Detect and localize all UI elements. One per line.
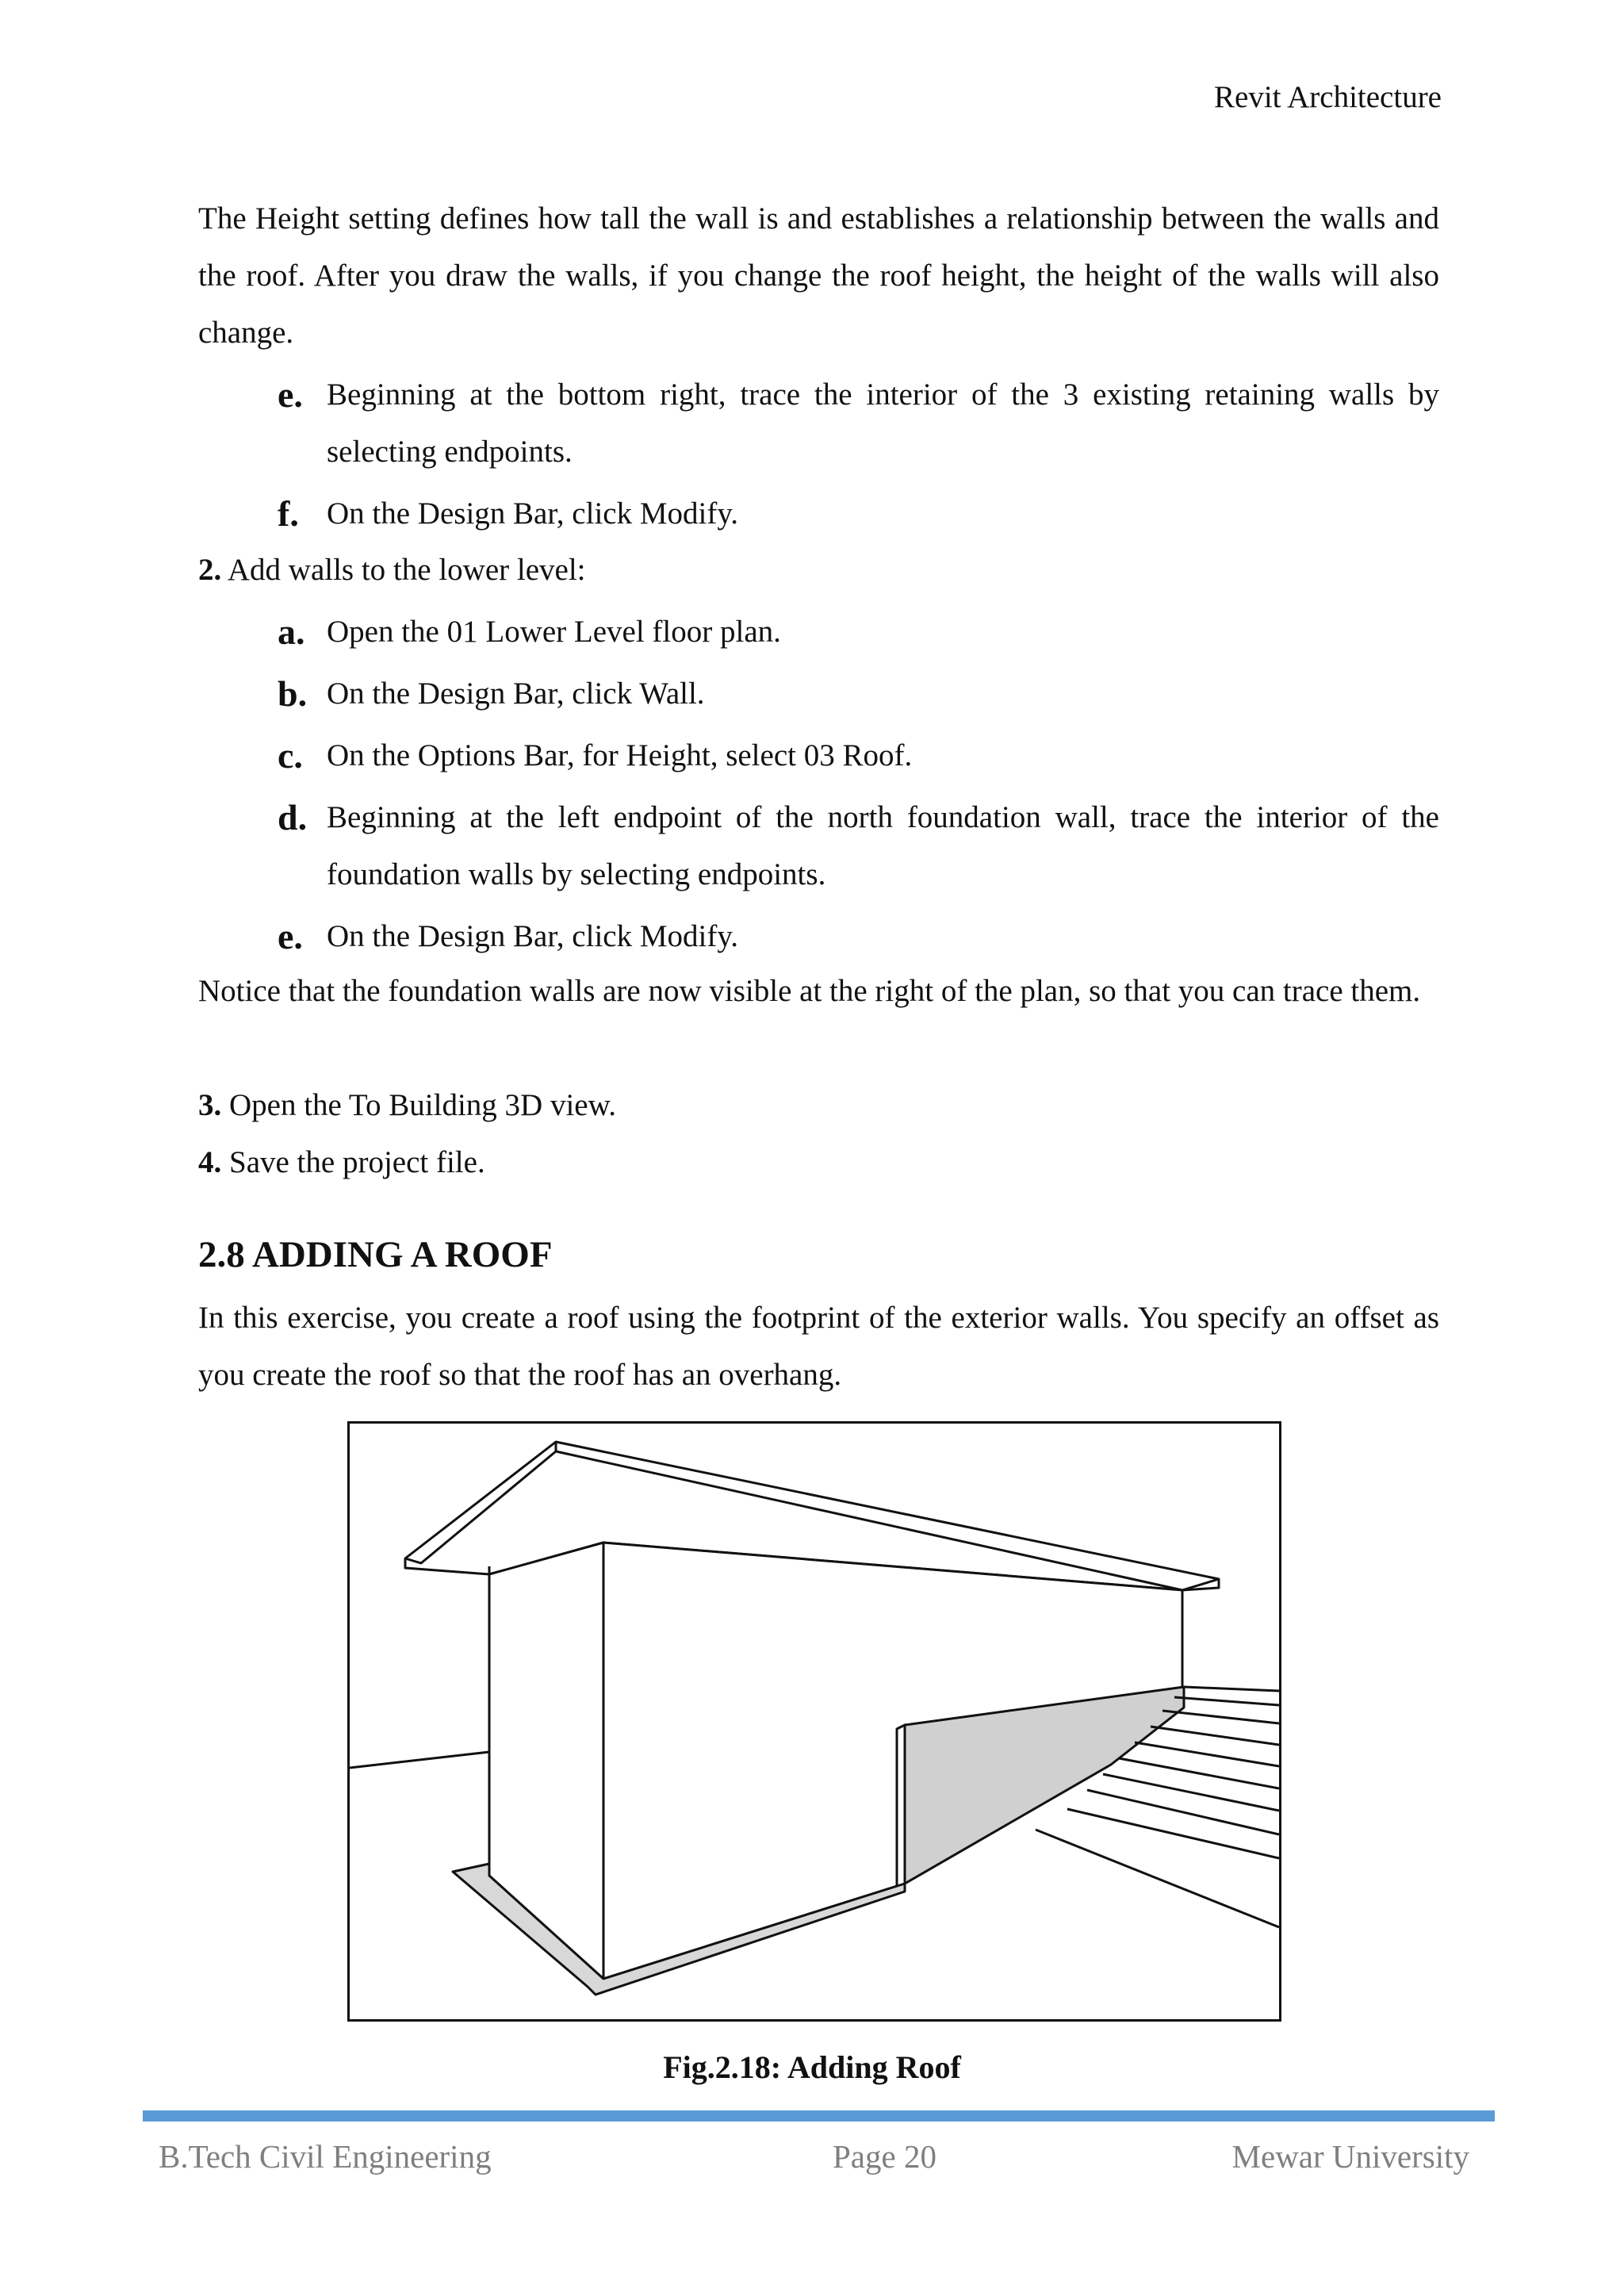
stair-line bbox=[1174, 1697, 1279, 1705]
footer-page-number: Page 20 bbox=[833, 2138, 936, 2175]
stair-line bbox=[1087, 1790, 1279, 1834]
list-item bbox=[278, 604, 1439, 661]
list-item bbox=[278, 789, 1439, 903]
step-text: Add walls to the lower level: bbox=[227, 553, 586, 587]
footer-left: B.Tech Civil Engineering bbox=[159, 2138, 492, 2175]
list-item bbox=[278, 908, 1439, 965]
list-item-letter: f. bbox=[278, 493, 299, 534]
notice-paragraph: Notice that the foundation walls are now visible at the right of the plan, so that you can trace them. bbox=[198, 974, 1421, 1008]
section-paragraph: In this exercise, you create a roof using the footprint of the exterior walls. You specify an offset as you create the roof so that the roof has an overhang. bbox=[198, 1301, 1439, 1392]
figure-roof-illustration bbox=[347, 1421, 1281, 2022]
list-item-text: On the Design Bar, click Modify. bbox=[327, 919, 739, 953]
list-item-text: Beginning at the left endpoint of the north foundation wall, trace the interior of the foundation walls by selecting endpoints. bbox=[327, 800, 1439, 891]
list-item-text: On the Design Bar, click Modify. bbox=[327, 496, 739, 531]
retaining-wall-edge bbox=[897, 1725, 905, 1888]
list-item-text: On the Design Bar, click Wall. bbox=[327, 677, 705, 711]
list-item-letter: c. bbox=[278, 735, 303, 776]
step-number: 3. bbox=[198, 1088, 222, 1122]
roof-line-drawing bbox=[350, 1424, 1279, 2019]
ground-line bbox=[350, 1752, 489, 1768]
list-item-letter: d. bbox=[278, 797, 308, 838]
figure-caption: Fig.2.18: Adding Roof bbox=[663, 2049, 961, 2085]
stair-line bbox=[1135, 1742, 1279, 1766]
list-item-letter: e. bbox=[278, 916, 303, 956]
step-number: 4. bbox=[198, 1145, 222, 1179]
list-item bbox=[278, 665, 1439, 723]
step-text: Open the To Building 3D view. bbox=[229, 1088, 616, 1122]
list-item bbox=[278, 485, 1439, 542]
list-item bbox=[278, 366, 1439, 481]
intro-paragraph: The Height setting defines how tall the wall is and establishes a relationship between the walls and the roof. After you draw the walls, if you change the roof height, the height of the walls will also change. bbox=[198, 201, 1439, 350]
stair-line bbox=[1162, 1711, 1279, 1723]
list-item-letter: e. bbox=[278, 374, 303, 415]
stair-line bbox=[1151, 1727, 1279, 1745]
step-4 bbox=[198, 1134, 485, 1191]
step-3 bbox=[198, 1077, 616, 1134]
step-text: Save the project file. bbox=[229, 1145, 485, 1179]
list-item-letter: a. bbox=[278, 611, 305, 652]
list-item-text: Beginning at the bottom right, trace the interior of the 3 existing retaining walls by selecting endpoints. bbox=[327, 378, 1439, 469]
section-heading: 2.8 ADDING A ROOF bbox=[198, 1234, 553, 1275]
list-item-letter: b. bbox=[278, 673, 308, 714]
footer-right: Mewar University bbox=[1231, 2138, 1469, 2175]
footer-rule bbox=[143, 2110, 1495, 2122]
stair-line bbox=[1103, 1774, 1279, 1811]
ground-line-right bbox=[1036, 1830, 1279, 1927]
header-title: Revit Architecture bbox=[1214, 80, 1442, 114]
step-2 bbox=[198, 542, 586, 599]
list-item bbox=[278, 727, 1439, 784]
stair-line bbox=[1184, 1687, 1279, 1691]
list-item-text: On the Options Bar, for Height, select 03 Roof. bbox=[327, 738, 913, 772]
step-number: 2. bbox=[198, 553, 222, 587]
list-item-text: Open the 01 Lower Level floor plan. bbox=[327, 615, 781, 649]
stair-line bbox=[1067, 1809, 1279, 1858]
